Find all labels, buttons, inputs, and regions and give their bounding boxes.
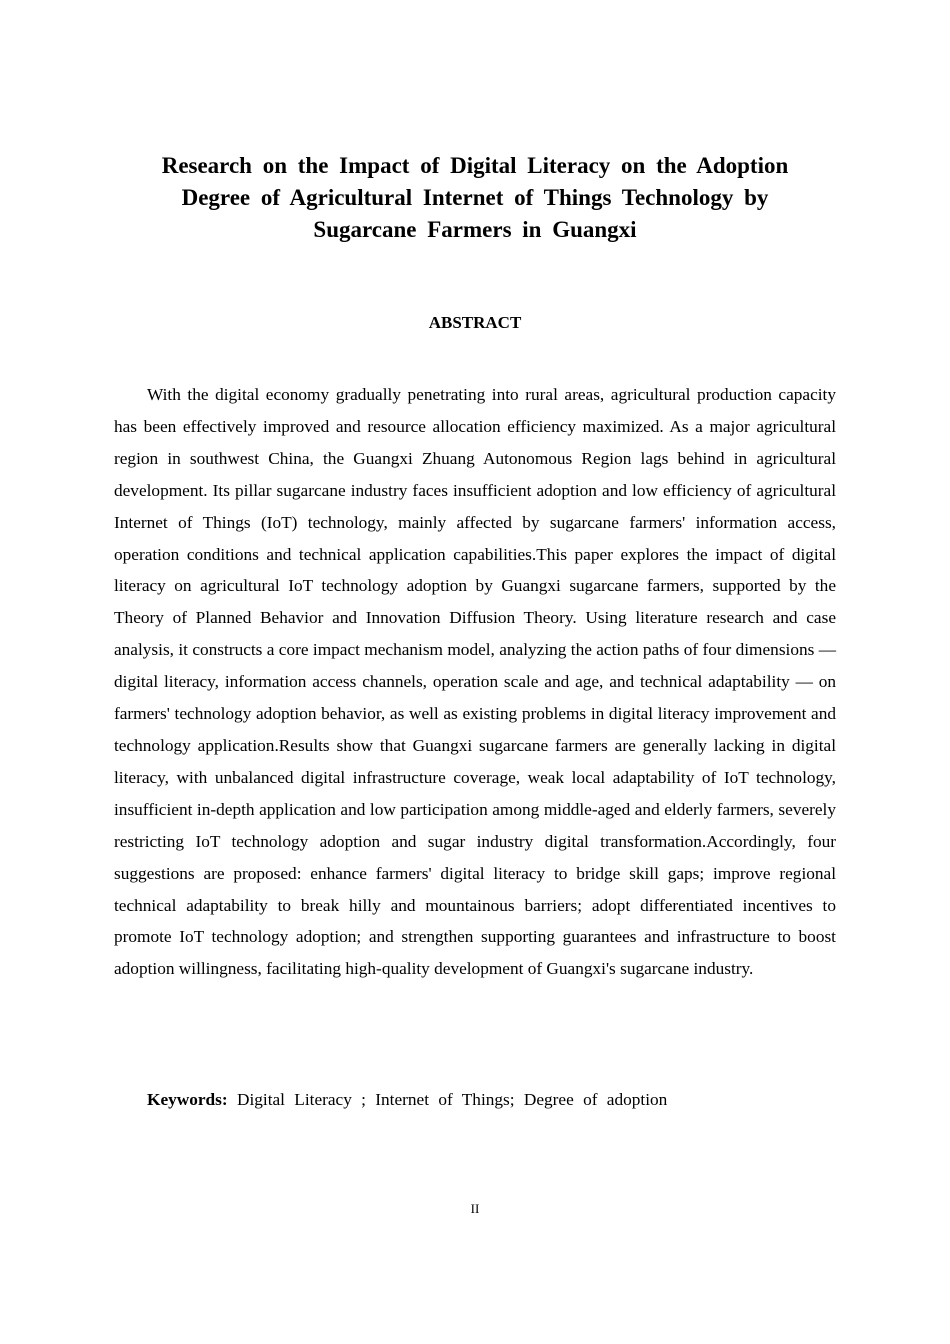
keywords-line [147,1086,837,1114]
paper-title [112,150,838,246]
abstract-heading: ABSTRACT [428,313,522,332]
page-number: II [470,1201,480,1216]
keywords-label: Keywords: [147,1090,228,1109]
abstract-paragraph: With the digital economy gradually penetrating into rural areas, agricultural production capacity has been effectively improved and resource allocation efficiency maximized. As a major agricultural region in southwest China, the Guangxi Zhuang Autonomous Region lags behind in agricultural development. Its pillar sugarcane industry faces insufficient adoption and low efficiency of agricultural Internet of Things (IoT) technology, mainly affected by sugarcane farmers' information access, operation conditions and technical application capabilities.This paper explores the impact of digital literacy on agricultural IoT technology adoption by Guangxi sugarcane farmers, supported by the Theory of Planned Behavior and Innovation Diffusion Theory. Using literature research and case analysis, it constructs a core impact mechanism model, analyzing the action paths of four dimensions — digital literacy, information access channels, operation scale and age, and technical adaptability — on farmers' technology adoption behavior, as well as existing problems in digital literacy improvement and technology application.Results show that Guangxi sugarcane farmers are generally lacking in digital literacy, with unbalanced digital infrastructure coverage, weak local adaptability of IoT technology, insufficient in-depth application and low participation among middle-aged and elderly farmers, severely restricting IoT technology adoption and sugar industry digital transformation.Accordingly, four suggestions are proposed: enhance farmers' digital literacy to bridge skill gaps; improve regional technical adaptability to break hilly and mountainous barriers; adopt differentiated incentives to promote IoT technology adoption; and strengthen supporting guarantees and infrastructure to boost adoption willingness, facilitating high-quality development of Guangxi's sugarcane industry. [114,385,836,979]
title-line-3: Sugarcane Farmers in Guangxi [313,217,637,242]
keywords-text: Digital Literacy ; Internet of Things; Degree of adoption [236,1090,668,1109]
title-line-1: Research on the Impact of Digital Literacy on the Adoption [161,153,789,178]
title-line-2: Degree of Agricultural Internet of Things Technology by [181,185,769,210]
